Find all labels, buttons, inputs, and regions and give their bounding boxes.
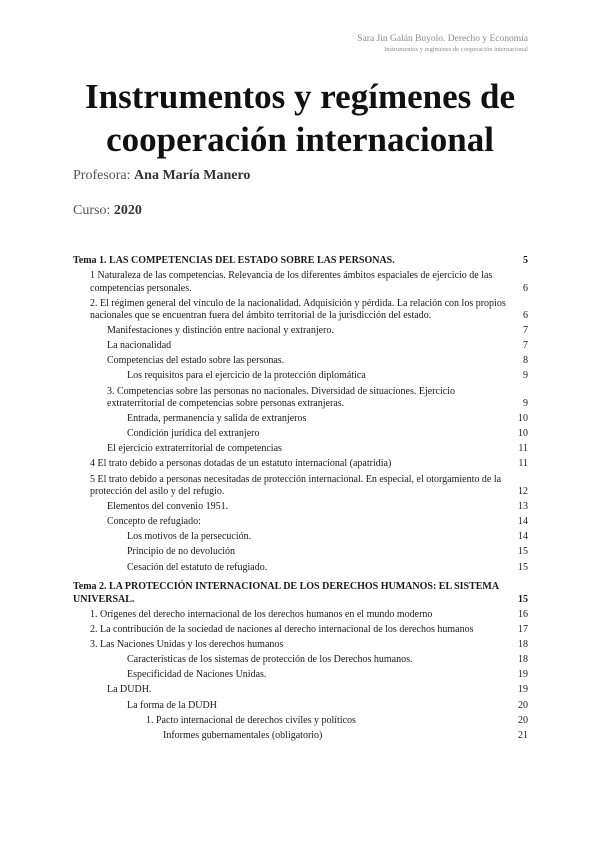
toc-entry-page: 10 <box>518 428 528 440</box>
toc-entry-title: Elementos del convenio 1951. <box>107 501 229 513</box>
curso-label: Curso: <box>73 203 111 218</box>
toc-entry-page: 9 <box>523 370 528 382</box>
toc-entry-title: El ejercicio extraterritorial de competencias <box>107 443 282 455</box>
toc-entry-title: Especificidad de Naciones Unidas. <box>127 669 267 681</box>
toc-entry-title: Tema 2. LA PROTECCIÓN INTERNACIONAL DE LOS DERECHOS HUMANOS: EL SISTEMA UNIVERSAL. <box>73 581 499 605</box>
toc-entry-page: 11 <box>518 458 528 470</box>
toc-entry[interactable] <box>73 501 528 514</box>
toc-entry-page: 15 <box>518 561 528 573</box>
toc-entry-page: 9 <box>523 398 528 410</box>
toc-entry[interactable] <box>73 325 528 338</box>
toc-entry-title: Cesación del estatuto de refugiado. <box>127 561 268 573</box>
toc-entry-title: Los requisitos para el ejercicio de la protección diplomática <box>127 370 366 382</box>
toc-entry[interactable] <box>73 298 528 323</box>
toc-entry[interactable] <box>73 474 528 499</box>
toc-entry-page: 7 <box>523 325 528 337</box>
toc-entry-title: La forma de la DUDH <box>127 699 217 711</box>
toc-entry-title: 1. Orígenes del derecho internacional de los derechos humanos en el mundo moderno <box>90 609 433 620</box>
toc-entry[interactable] <box>73 386 528 411</box>
toc-entry-title: 3. Las Naciones Unidas y los derechos humanos <box>90 639 284 651</box>
toc-entry-page: 18 <box>518 639 528 651</box>
toc-entry-title: Manifestaciones y distinción entre nacional y extranjero. <box>107 325 334 337</box>
running-header <box>357 33 528 54</box>
toc-entry-page: 15 <box>518 546 528 558</box>
toc-entry-title: Principio de no devolución <box>127 546 236 558</box>
toc-entry-title: Tema 1. LAS COMPETENCIAS DEL ESTADO SOBRE LAS PERSONAS. <box>73 255 395 266</box>
curso-value: 2020 <box>113 203 142 218</box>
toc-entry-page: 19 <box>518 669 528 681</box>
toc-entry[interactable] <box>73 413 528 426</box>
toc-entry-page: 6 <box>523 310 528 322</box>
toc-entry-page: 17 <box>518 624 528 636</box>
toc-entry-page: 18 <box>518 654 528 666</box>
toc-entry[interactable] <box>73 715 528 728</box>
toc-entry-title: Los motivos de la persecución. <box>127 531 252 543</box>
toc-entry[interactable] <box>73 428 528 441</box>
table-of-contents <box>73 254 528 742</box>
toc-entry[interactable] <box>73 340 528 353</box>
toc-entry-page: 14 <box>518 516 528 528</box>
toc-chapter-entry[interactable] <box>73 580 528 606</box>
toc-entry-page: 20 <box>518 714 528 726</box>
toc-entry-page: 8 <box>523 355 528 367</box>
title-line-1: Instrumentos y regímenes de <box>84 77 515 116</box>
toc-entry-page: 6 <box>523 282 528 294</box>
toc-entry-page: 11 <box>518 443 528 455</box>
toc-entry[interactable] <box>73 546 528 559</box>
toc-entry-page: 19 <box>518 684 528 696</box>
profesora-line <box>73 168 250 184</box>
toc-entry-page: 21 <box>518 729 528 741</box>
toc-entry[interactable] <box>73 684 528 697</box>
toc-entry-page: 10 <box>518 413 528 425</box>
toc-entry[interactable] <box>73 270 528 295</box>
toc-entry[interactable] <box>73 700 528 713</box>
toc-entry-title: La nacionalidad <box>107 340 172 352</box>
toc-entry-page: 20 <box>518 699 528 711</box>
toc-entry-page: 16 <box>518 609 528 620</box>
toc-entry-title: 2. La contribución de la sociedad de naciones al derecho internacional de los derechos humanos <box>90 624 474 636</box>
toc-entry-title: Entrada, permanencia y salida de extranjeros <box>127 413 307 425</box>
toc-entry[interactable] <box>73 531 528 544</box>
toc-entry-title: Características de los sistemas de protección de los Derechos humanos. <box>127 654 413 666</box>
toc-entry[interactable] <box>73 730 528 743</box>
toc-entry-title: 3. Competencias sobre las personas no nacionales. Diversidad de situaciones. Ejercicio extraterritorial de competencias sobre personas extranjeras. <box>107 385 455 410</box>
toc-entry-title: La DUDH. <box>107 684 152 696</box>
toc-entry[interactable] <box>73 370 528 383</box>
toc-entry-title: 4 El trato debido a personas dotadas de un estatuto internacional (apatridia) <box>90 458 392 470</box>
header-subject-line: Instrumentos y regímenes de cooperación internacional <box>384 46 528 53</box>
document-title <box>60 75 540 161</box>
toc-entry-title: 1 Naturaleza de las competencias. Relevancia de los diferentes ámbitos espaciales de ejercicio de las competencias personales. <box>90 270 493 294</box>
toc-entry-page: 15 <box>518 594 528 605</box>
header-author-line: Sara Jin Galán Buyolo. Derecho y Economía <box>357 34 528 44</box>
profesora-label: Profesora: <box>73 168 131 183</box>
toc-entry[interactable] <box>73 654 528 667</box>
toc-entry[interactable] <box>73 609 528 622</box>
toc-entry[interactable] <box>73 669 528 682</box>
toc-entry-title: Condición jurídica del extranjero <box>127 428 260 440</box>
toc-entry[interactable] <box>73 443 528 456</box>
toc-entry[interactable] <box>73 516 528 529</box>
toc-entry-title: Informes gubernamentales (obligatorio) <box>163 729 323 741</box>
toc-entry[interactable] <box>73 639 528 652</box>
toc-entry[interactable] <box>73 458 528 471</box>
toc-entry-page: 5 <box>523 255 528 266</box>
curso-line <box>73 203 142 219</box>
toc-entry[interactable] <box>73 355 528 368</box>
toc-entry-title: Concepto de refugiado: <box>107 516 201 528</box>
title-line-2: cooperación internacional <box>106 120 494 159</box>
toc-entry-title: Competencias del estado sobre las personas. <box>107 355 285 367</box>
toc-chapter-entry[interactable] <box>73 254 528 267</box>
toc-entry-page: 12 <box>518 486 528 498</box>
toc-entry-title: 5 El trato debido a personas necesitadas de protección internacional. En especial, el otorgamiento de la protección del asilo y del refugio. <box>90 473 502 498</box>
toc-entry-page: 7 <box>523 340 528 352</box>
toc-entry-title: 2. El régimen general del vínculo de la nacionalidad. Adquisición y pérdida. La relación con los propios nacionales que se encuentran fuera del ámbito territorial de la jurisdicción del estado. <box>90 297 506 322</box>
toc-entry-page: 14 <box>518 531 528 543</box>
toc-entry-title: 1. Pacto internacional de derechos civiles y políticos <box>146 714 356 726</box>
profesora-value: Ana María Manero <box>134 168 251 183</box>
toc-entry[interactable] <box>73 624 528 637</box>
toc-entry[interactable] <box>73 562 528 575</box>
toc-entry-page: 13 <box>518 501 528 513</box>
